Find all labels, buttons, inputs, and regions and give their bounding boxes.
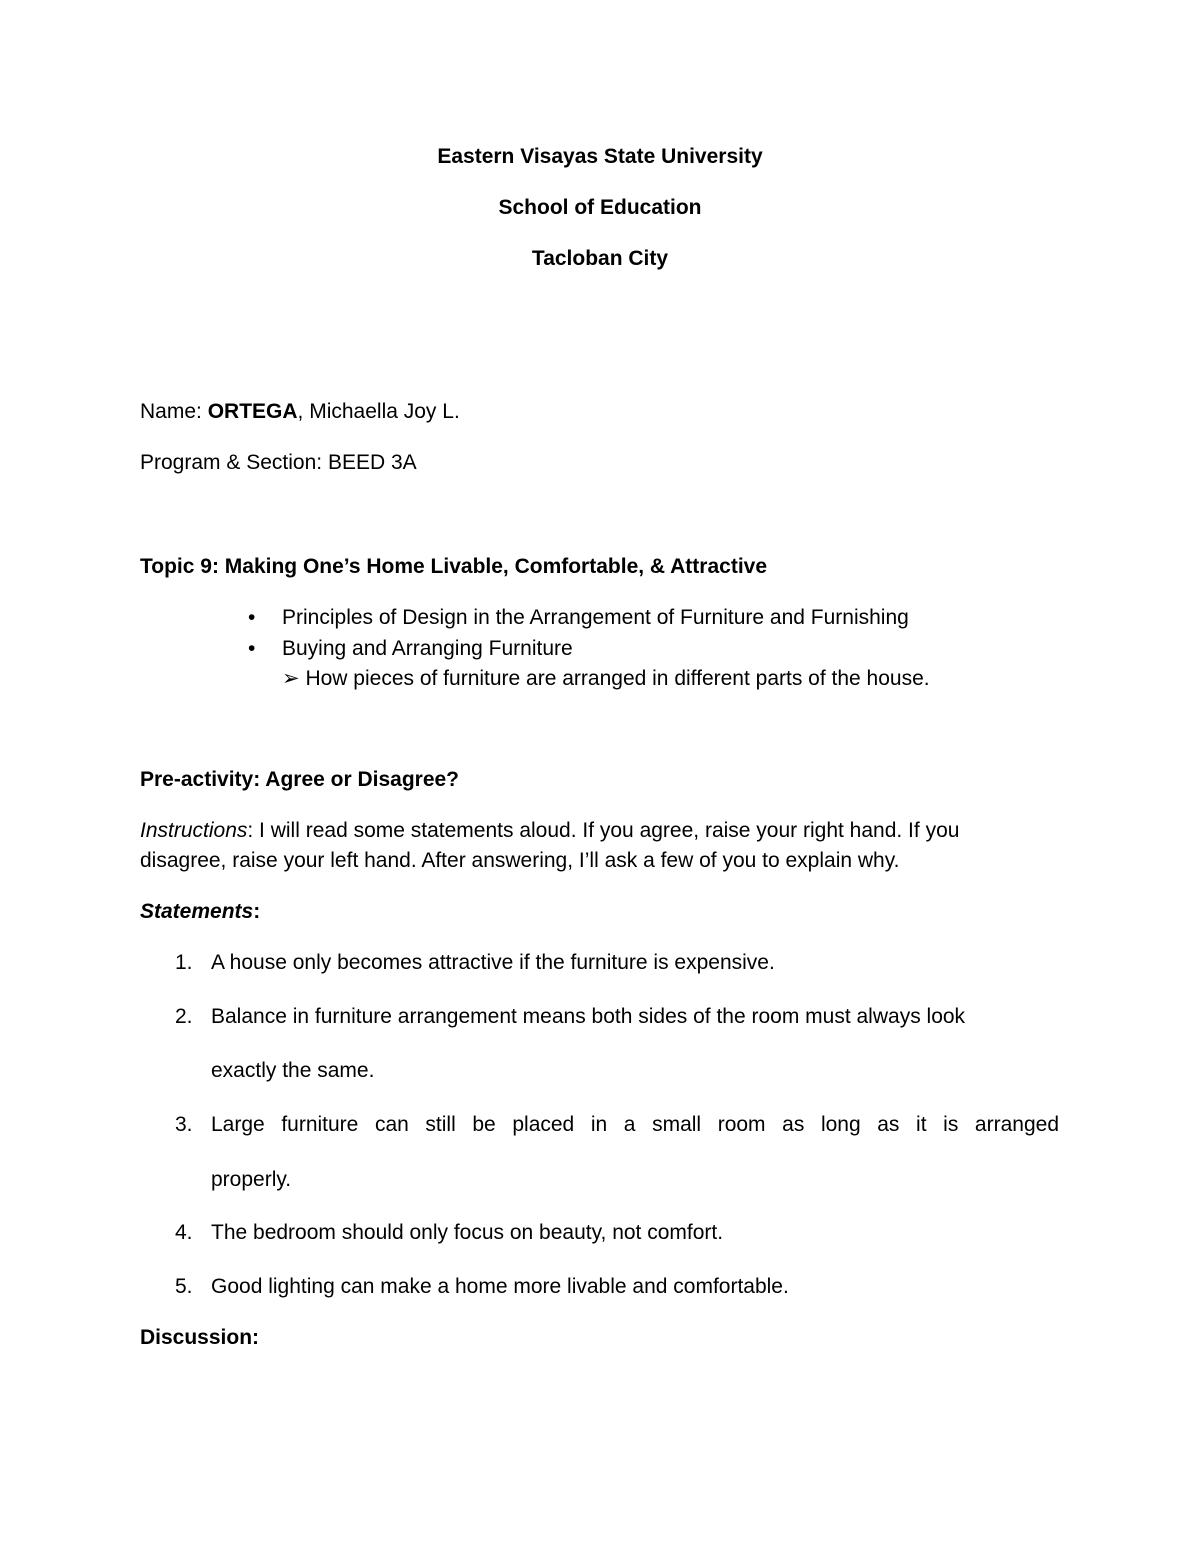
name-label: Name:: [140, 400, 202, 423]
statement-number: 1.: [175, 951, 193, 974]
city-name: Tacloban City: [531, 247, 669, 270]
statement-text: Good lighting can make a home more livable and comfortable.: [211, 1275, 789, 1298]
statement-text-continued: properly.: [211, 1168, 292, 1191]
student-name-line: [140, 401, 460, 422]
discussion-heading: Discussion:: [140, 1326, 260, 1349]
statement-text: Large furniture can still be placed in a small room as long as it is arranged: [211, 1113, 1059, 1136]
bullet-icon: •: [248, 637, 256, 660]
topic-sub-bullet: [282, 668, 930, 689]
statement-text-continued: exactly the same.: [211, 1059, 375, 1082]
statement-number: 3.: [175, 1113, 193, 1136]
student-given-names: , Michaella Joy L.: [297, 400, 460, 423]
bullet-icon: •: [248, 606, 256, 629]
program-label: Program & Section:: [140, 451, 323, 474]
student-surname: ORTEGA: [207, 400, 298, 423]
statements-colon: :: [253, 900, 261, 923]
sub-bullet-text: How pieces of furniture are arranged in different parts of the house.: [305, 667, 930, 690]
statement-number: 2.: [175, 1005, 193, 1028]
statements-heading: [140, 901, 260, 922]
university-name: Eastern Visayas State University: [437, 145, 763, 168]
instructions-line-1: [140, 820, 959, 841]
topic-title: Topic 9: Making One’s Home Livable, Comfortable, & Attractive: [140, 555, 768, 578]
school-name: School of Education: [498, 196, 702, 219]
program-section-line: [140, 452, 417, 473]
arrow-bullet-icon: ➢: [282, 667, 300, 690]
statement-number: 4.: [175, 1221, 193, 1244]
program-value: BEED 3A: [327, 451, 417, 474]
statements-label: Statements: [140, 900, 254, 923]
statement-text: A house only becomes attractive if the furniture is expensive.: [211, 951, 775, 974]
statement-text: The bedroom should only focus on beauty, not comfort.: [211, 1221, 724, 1244]
statement-number: 5.: [175, 1275, 193, 1298]
instructions-line-2: disagree, raise your left hand. After answering, I’ll ask a few of you to explain why.: [140, 849, 900, 872]
statement-text: Balance in furniture arrangement means both sides of the room must always look: [211, 1005, 966, 1028]
instructions-label: Instructions: [140, 819, 248, 842]
pre-activity-title: Pre-activity: Agree or Disagree?: [140, 768, 460, 791]
instructions-text-1: : I will read some statements aloud. If you agree, raise your right hand. If you: [247, 819, 960, 842]
topic-bullet-text: Principles of Design in the Arrangement of Furniture and Furnishing: [282, 606, 909, 629]
topic-bullet-text: Buying and Arranging Furniture: [282, 637, 573, 660]
